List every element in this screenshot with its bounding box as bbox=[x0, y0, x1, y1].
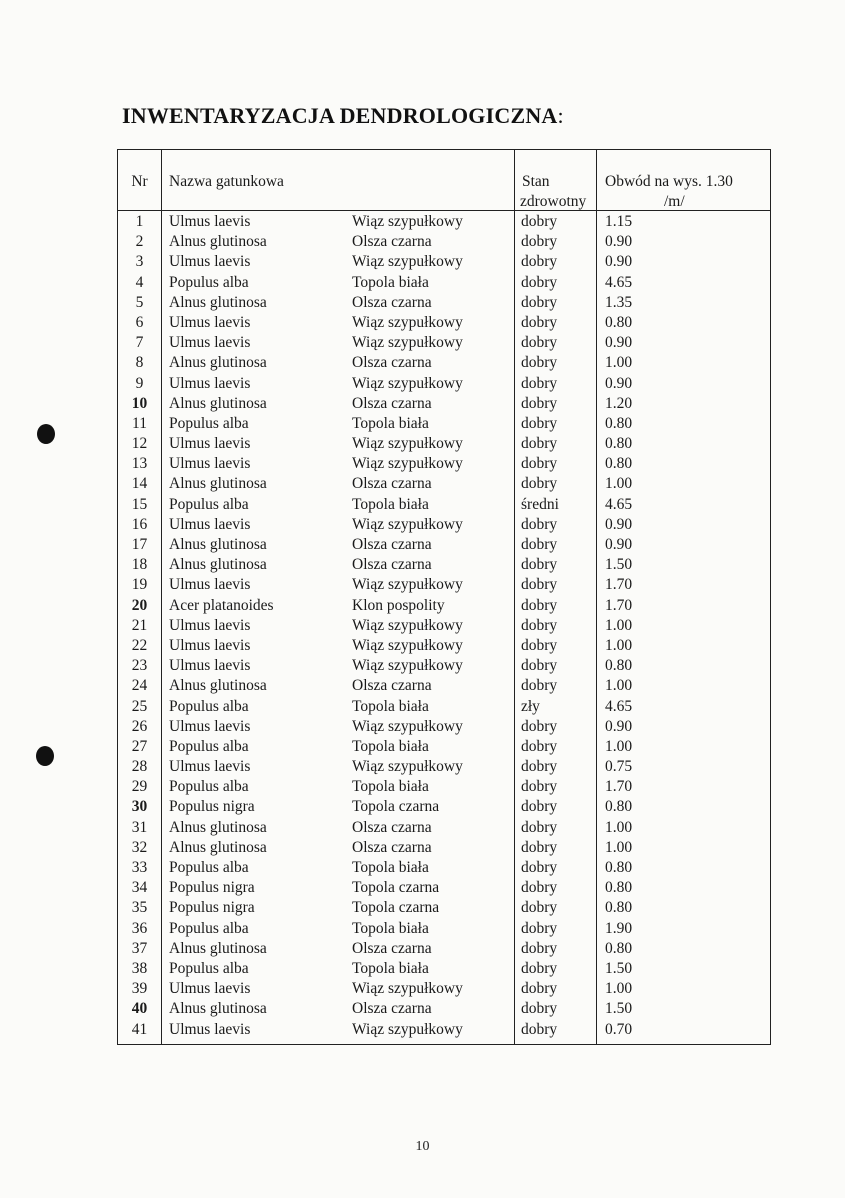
row-number: 35 bbox=[131, 899, 148, 917]
circumference: 1.00 bbox=[605, 838, 633, 856]
latin-name: Ulmus laevis bbox=[169, 253, 251, 271]
latin-name: Populus nigra bbox=[169, 899, 255, 917]
health-state: dobry bbox=[521, 313, 558, 331]
health-state: dobry bbox=[521, 515, 558, 533]
row-number: 17 bbox=[131, 536, 148, 553]
polish-name: Olsza czarna bbox=[352, 677, 432, 695]
header-nr: Nr bbox=[131, 173, 148, 190]
latin-name: Ulmus laevis bbox=[169, 576, 251, 594]
latin-name: Ulmus laevis bbox=[169, 616, 251, 634]
latin-name: Populus alba bbox=[169, 414, 249, 432]
table-row bbox=[118, 697, 769, 717]
row-number: 19 bbox=[131, 576, 148, 594]
circumference: 0.90 bbox=[605, 515, 633, 533]
table-row bbox=[118, 515, 769, 535]
punch-hole bbox=[37, 424, 55, 444]
health-state: dobry bbox=[521, 778, 558, 796]
table-row bbox=[118, 878, 769, 898]
polish-name: Wiąz szypułkowy bbox=[352, 253, 463, 271]
latin-name: Ulmus laevis bbox=[169, 1020, 251, 1038]
table-row bbox=[118, 939, 769, 959]
polish-name: Wiąz szypułkowy bbox=[352, 313, 463, 331]
row-number: 37 bbox=[131, 939, 148, 957]
table-row bbox=[118, 353, 769, 373]
table-row bbox=[118, 374, 769, 394]
health-state: dobry bbox=[521, 576, 558, 594]
circumference: 0.90 bbox=[605, 253, 633, 271]
polish-name: Topola biała bbox=[352, 859, 429, 876]
row-number: 1 bbox=[135, 213, 144, 230]
polish-name: Wiąz szypułkowy bbox=[352, 334, 463, 352]
latin-name: Alnus glutinosa bbox=[169, 475, 267, 493]
table-row bbox=[118, 1020, 769, 1040]
table-row bbox=[118, 555, 769, 575]
latin-name: Populus nigra bbox=[169, 879, 255, 897]
health-state: dobry bbox=[521, 758, 558, 776]
table-body bbox=[118, 212, 769, 1040]
latin-name: Populus alba bbox=[169, 273, 249, 291]
polish-name: Topola biała bbox=[352, 919, 429, 937]
table-row bbox=[118, 898, 769, 918]
polish-name: Wiąz szypułkowy bbox=[352, 717, 463, 735]
table-row bbox=[118, 232, 769, 252]
table-row bbox=[118, 616, 769, 636]
health-state: dobry bbox=[521, 1020, 558, 1038]
latin-name: Ulmus laevis bbox=[169, 980, 251, 998]
row-number: 8 bbox=[135, 354, 144, 372]
health-state: dobry bbox=[521, 899, 558, 917]
table-row bbox=[118, 293, 769, 313]
row-number: 22 bbox=[131, 636, 148, 654]
circumference: 1.00 bbox=[605, 475, 633, 493]
latin-name: Alnus glutinosa bbox=[169, 293, 267, 311]
latin-name: Populus alba bbox=[169, 959, 249, 977]
polish-name: Olsza czarna bbox=[352, 818, 432, 836]
circumference: 0.90 bbox=[605, 334, 633, 352]
table-row bbox=[118, 979, 769, 999]
polish-name: Olsza czarna bbox=[352, 838, 432, 856]
health-state: dobry bbox=[521, 818, 558, 836]
health-state: dobry bbox=[521, 334, 558, 352]
row-number: 18 bbox=[131, 556, 148, 574]
latin-name: Populus alba bbox=[169, 697, 249, 715]
header-state-line1: Stan bbox=[522, 173, 550, 190]
circumference: 1.50 bbox=[605, 1000, 633, 1018]
inventory-table bbox=[117, 149, 771, 1045]
circumference: 0.80 bbox=[605, 435, 633, 453]
row-number: 30 bbox=[131, 798, 148, 816]
row-number: 26 bbox=[131, 717, 148, 735]
circumference: 1.35 bbox=[605, 293, 633, 311]
polish-name: Wiąz szypułkowy bbox=[352, 374, 463, 392]
row-number: 12 bbox=[131, 435, 148, 453]
circumference: 4.65 bbox=[605, 273, 633, 291]
latin-name: Ulmus laevis bbox=[169, 313, 251, 331]
latin-name: Alnus glutinosa bbox=[169, 394, 267, 412]
circumference: 1.70 bbox=[605, 596, 633, 614]
circumference: 0.75 bbox=[605, 758, 633, 776]
row-number: 21 bbox=[131, 616, 148, 634]
table-row bbox=[118, 919, 769, 939]
health-state: dobry bbox=[521, 636, 558, 654]
polish-name: Topola biała bbox=[352, 273, 429, 291]
health-state: dobry bbox=[521, 859, 558, 876]
row-number: 28 bbox=[131, 758, 148, 776]
circumference: 1.90 bbox=[605, 919, 633, 937]
health-state: dobry bbox=[521, 980, 558, 998]
row-number: 4 bbox=[135, 273, 144, 291]
table-row bbox=[118, 535, 769, 555]
polish-name: Olsza czarna bbox=[352, 939, 432, 957]
row-number: 41 bbox=[131, 1020, 148, 1038]
table-row bbox=[118, 777, 769, 797]
health-state: dobry bbox=[521, 798, 558, 816]
table-row bbox=[118, 313, 769, 333]
polish-name: Wiąz szypułkowy bbox=[352, 515, 463, 533]
health-state: dobry bbox=[521, 233, 558, 251]
row-number: 11 bbox=[132, 414, 147, 432]
row-number: 13 bbox=[131, 455, 148, 473]
table-row bbox=[118, 333, 769, 353]
table-row bbox=[118, 999, 769, 1019]
circumference: 0.80 bbox=[605, 313, 633, 331]
polish-name: Olsza czarna bbox=[352, 556, 432, 574]
polish-name: Topola biała bbox=[352, 697, 429, 715]
table-row bbox=[118, 636, 769, 656]
row-number: 24 bbox=[131, 677, 148, 695]
polish-name: Topola biała bbox=[352, 414, 429, 432]
page-title bbox=[122, 103, 564, 129]
polish-name: Wiąz szypułkowy bbox=[352, 980, 463, 998]
circumference: 4.65 bbox=[605, 697, 633, 715]
health-state: zły bbox=[521, 697, 540, 715]
circumference: 0.80 bbox=[605, 879, 633, 897]
row-number: 32 bbox=[131, 838, 148, 856]
latin-name: Ulmus laevis bbox=[169, 758, 251, 776]
header-circumference-line2: /m/ bbox=[664, 193, 685, 210]
row-number: 15 bbox=[131, 495, 148, 513]
health-state: dobry bbox=[521, 273, 558, 291]
polish-name: Topola biała bbox=[352, 959, 429, 977]
latin-name: Alnus glutinosa bbox=[169, 677, 267, 695]
table-row bbox=[118, 495, 769, 515]
health-state: dobry bbox=[521, 556, 558, 574]
circumference: 1.50 bbox=[605, 959, 633, 977]
latin-name: Alnus glutinosa bbox=[169, 818, 267, 836]
circumference: 1.00 bbox=[605, 818, 633, 836]
polish-name: Olsza czarna bbox=[352, 394, 432, 412]
circumference: 0.80 bbox=[605, 859, 633, 876]
latin-name: Alnus glutinosa bbox=[169, 233, 267, 251]
latin-name: Alnus glutinosa bbox=[169, 939, 267, 957]
punch-hole bbox=[36, 746, 54, 766]
table-row bbox=[118, 717, 769, 737]
row-number: 34 bbox=[131, 879, 148, 897]
health-state: dobry bbox=[521, 657, 558, 675]
latin-name: Populus nigra bbox=[169, 798, 255, 816]
table-row bbox=[118, 676, 769, 696]
health-state: dobry bbox=[521, 354, 558, 372]
circumference: 1.00 bbox=[605, 677, 633, 695]
row-number: 7 bbox=[135, 334, 144, 352]
polish-name: Wiąz szypułkowy bbox=[352, 758, 463, 776]
header-name: Nazwa gatunkowa bbox=[169, 173, 284, 190]
circumference: 0.90 bbox=[605, 374, 633, 392]
health-state: dobry bbox=[521, 677, 558, 695]
latin-name: Populus alba bbox=[169, 919, 249, 937]
table-row bbox=[118, 454, 769, 474]
health-state: dobry bbox=[521, 293, 558, 311]
table-row bbox=[118, 858, 769, 878]
row-number: 39 bbox=[131, 980, 148, 998]
header-circumference-line1: Obwód na wys. 1.30 bbox=[605, 173, 733, 190]
circumference: 1.70 bbox=[605, 778, 633, 796]
row-number: 20 bbox=[131, 596, 148, 614]
latin-name: Ulmus laevis bbox=[169, 213, 251, 230]
health-state: dobry bbox=[521, 919, 558, 937]
circumference: 0.90 bbox=[605, 717, 633, 735]
circumference: 1.00 bbox=[605, 354, 633, 372]
polish-name: Topola czarna bbox=[352, 879, 440, 897]
table-row bbox=[118, 474, 769, 494]
polish-name: Topola biała bbox=[352, 778, 429, 796]
circumference: 1.00 bbox=[605, 737, 633, 755]
latin-name: Ulmus laevis bbox=[169, 515, 251, 533]
polish-name: Wiąz szypułkowy bbox=[352, 636, 463, 654]
health-state: dobry bbox=[521, 838, 558, 856]
circumference: 1.00 bbox=[605, 980, 633, 998]
latin-name: Ulmus laevis bbox=[169, 657, 251, 675]
latin-name: Ulmus laevis bbox=[169, 717, 251, 735]
row-number: 16 bbox=[131, 515, 148, 533]
polish-name: Olsza czarna bbox=[352, 293, 432, 311]
row-number: 38 bbox=[131, 959, 148, 977]
row-number: 9 bbox=[135, 374, 144, 392]
latin-name: Acer platanoides bbox=[169, 596, 274, 614]
header-state-line2: zdrowotny bbox=[520, 193, 587, 210]
latin-name: Ulmus laevis bbox=[169, 636, 251, 654]
latin-name: Alnus glutinosa bbox=[169, 838, 267, 856]
circumference: 0.90 bbox=[605, 233, 633, 251]
health-state: dobry bbox=[521, 879, 558, 897]
health-state: dobry bbox=[521, 1000, 558, 1018]
row-number: 5 bbox=[135, 293, 144, 311]
circumference: 0.80 bbox=[605, 657, 633, 675]
table-row bbox=[118, 394, 769, 414]
circumference: 0.90 bbox=[605, 536, 633, 553]
latin-name: Alnus glutinosa bbox=[169, 354, 267, 372]
polish-name: Olsza czarna bbox=[352, 354, 432, 372]
health-state: dobry bbox=[521, 959, 558, 977]
title-colon: : bbox=[557, 103, 564, 128]
polish-name: Wiąz szypułkowy bbox=[352, 213, 463, 230]
circumference: 1.70 bbox=[605, 576, 633, 594]
polish-name: Olsza czarna bbox=[352, 475, 432, 493]
table-row bbox=[118, 797, 769, 817]
latin-name: Ulmus laevis bbox=[169, 435, 251, 453]
table-row bbox=[118, 656, 769, 676]
circumference: 4.65 bbox=[605, 495, 633, 513]
health-state: dobry bbox=[521, 717, 558, 735]
circumference: 1.50 bbox=[605, 556, 633, 574]
circumference: 0.80 bbox=[605, 798, 633, 816]
row-number: 6 bbox=[135, 313, 144, 331]
circumference: 0.80 bbox=[605, 939, 633, 957]
health-state: dobry bbox=[521, 616, 558, 634]
polish-name: Wiąz szypułkowy bbox=[352, 576, 463, 594]
table-row bbox=[118, 252, 769, 272]
health-state: dobry bbox=[521, 737, 558, 755]
polish-name: Olsza czarna bbox=[352, 536, 432, 553]
latin-name: Alnus glutinosa bbox=[169, 536, 267, 553]
health-state: dobry bbox=[521, 414, 558, 432]
table-row bbox=[118, 596, 769, 616]
polish-name: Wiąz szypułkowy bbox=[352, 657, 463, 675]
latin-name: Populus alba bbox=[169, 737, 249, 755]
row-number: 31 bbox=[131, 818, 148, 836]
row-number: 2 bbox=[135, 233, 144, 251]
polish-name: Topola czarna bbox=[352, 899, 440, 917]
row-number: 33 bbox=[131, 859, 148, 876]
table-row bbox=[118, 414, 769, 434]
health-state: średni bbox=[521, 495, 559, 513]
health-state: dobry bbox=[521, 596, 558, 614]
table-row bbox=[118, 959, 769, 979]
row-number: 27 bbox=[131, 737, 148, 755]
title-text: INWENTARYZACJA DENDROLOGICZNA bbox=[122, 103, 558, 128]
table-row bbox=[118, 838, 769, 858]
latin-name: Populus alba bbox=[169, 859, 249, 876]
table-row bbox=[118, 575, 769, 595]
health-state: dobry bbox=[521, 455, 558, 473]
health-state: dobry bbox=[521, 435, 558, 453]
latin-name: Ulmus laevis bbox=[169, 374, 251, 392]
table-row bbox=[118, 434, 769, 454]
health-state: dobry bbox=[521, 374, 558, 392]
table-row bbox=[118, 273, 769, 293]
table-row bbox=[118, 818, 769, 838]
row-number: 36 bbox=[131, 919, 148, 937]
polish-name: Wiąz szypułkowy bbox=[352, 616, 463, 634]
health-state: dobry bbox=[521, 253, 558, 271]
latin-name: Populus alba bbox=[169, 495, 249, 513]
circumference: 0.80 bbox=[605, 899, 633, 917]
health-state: dobry bbox=[521, 394, 558, 412]
circumference: 1.00 bbox=[605, 636, 633, 654]
polish-name: Olsza czarna bbox=[352, 233, 432, 251]
circumference: 0.80 bbox=[605, 455, 633, 473]
circumference: 1.20 bbox=[605, 394, 633, 412]
page-number: 10 bbox=[415, 1139, 430, 1154]
polish-name: Olsza czarna bbox=[352, 1000, 432, 1018]
polish-name: Wiąz szypułkowy bbox=[352, 455, 463, 473]
polish-name: Topola biała bbox=[352, 737, 429, 755]
health-state: dobry bbox=[521, 939, 558, 957]
circumference: 1.15 bbox=[605, 213, 633, 230]
table-row bbox=[118, 737, 769, 757]
latin-name: Alnus glutinosa bbox=[169, 1000, 267, 1018]
latin-name: Populus alba bbox=[169, 778, 249, 796]
health-state: dobry bbox=[521, 213, 558, 230]
circumference: 0.80 bbox=[605, 414, 633, 432]
polish-name: Wiąz szypułkowy bbox=[352, 435, 463, 453]
row-number: 14 bbox=[131, 475, 148, 493]
polish-name: Topola biała bbox=[352, 495, 429, 513]
table-row bbox=[118, 757, 769, 777]
row-number: 29 bbox=[131, 778, 148, 796]
row-number: 10 bbox=[131, 394, 148, 412]
latin-name: Ulmus laevis bbox=[169, 455, 251, 473]
row-number: 3 bbox=[135, 253, 144, 271]
latin-name: Ulmus laevis bbox=[169, 334, 251, 352]
row-number: 40 bbox=[131, 1000, 148, 1018]
circumference: 1.00 bbox=[605, 616, 633, 634]
row-number: 23 bbox=[131, 657, 148, 675]
health-state: dobry bbox=[521, 536, 558, 553]
polish-name: Wiąz szypułkowy bbox=[352, 1020, 463, 1038]
table-row bbox=[118, 212, 769, 232]
circumference: 0.70 bbox=[605, 1020, 633, 1038]
health-state: dobry bbox=[521, 475, 558, 493]
row-number: 25 bbox=[131, 697, 148, 715]
polish-name: Topola czarna bbox=[352, 798, 440, 816]
latin-name: Alnus glutinosa bbox=[169, 556, 267, 574]
polish-name: Klon pospolity bbox=[352, 596, 445, 614]
